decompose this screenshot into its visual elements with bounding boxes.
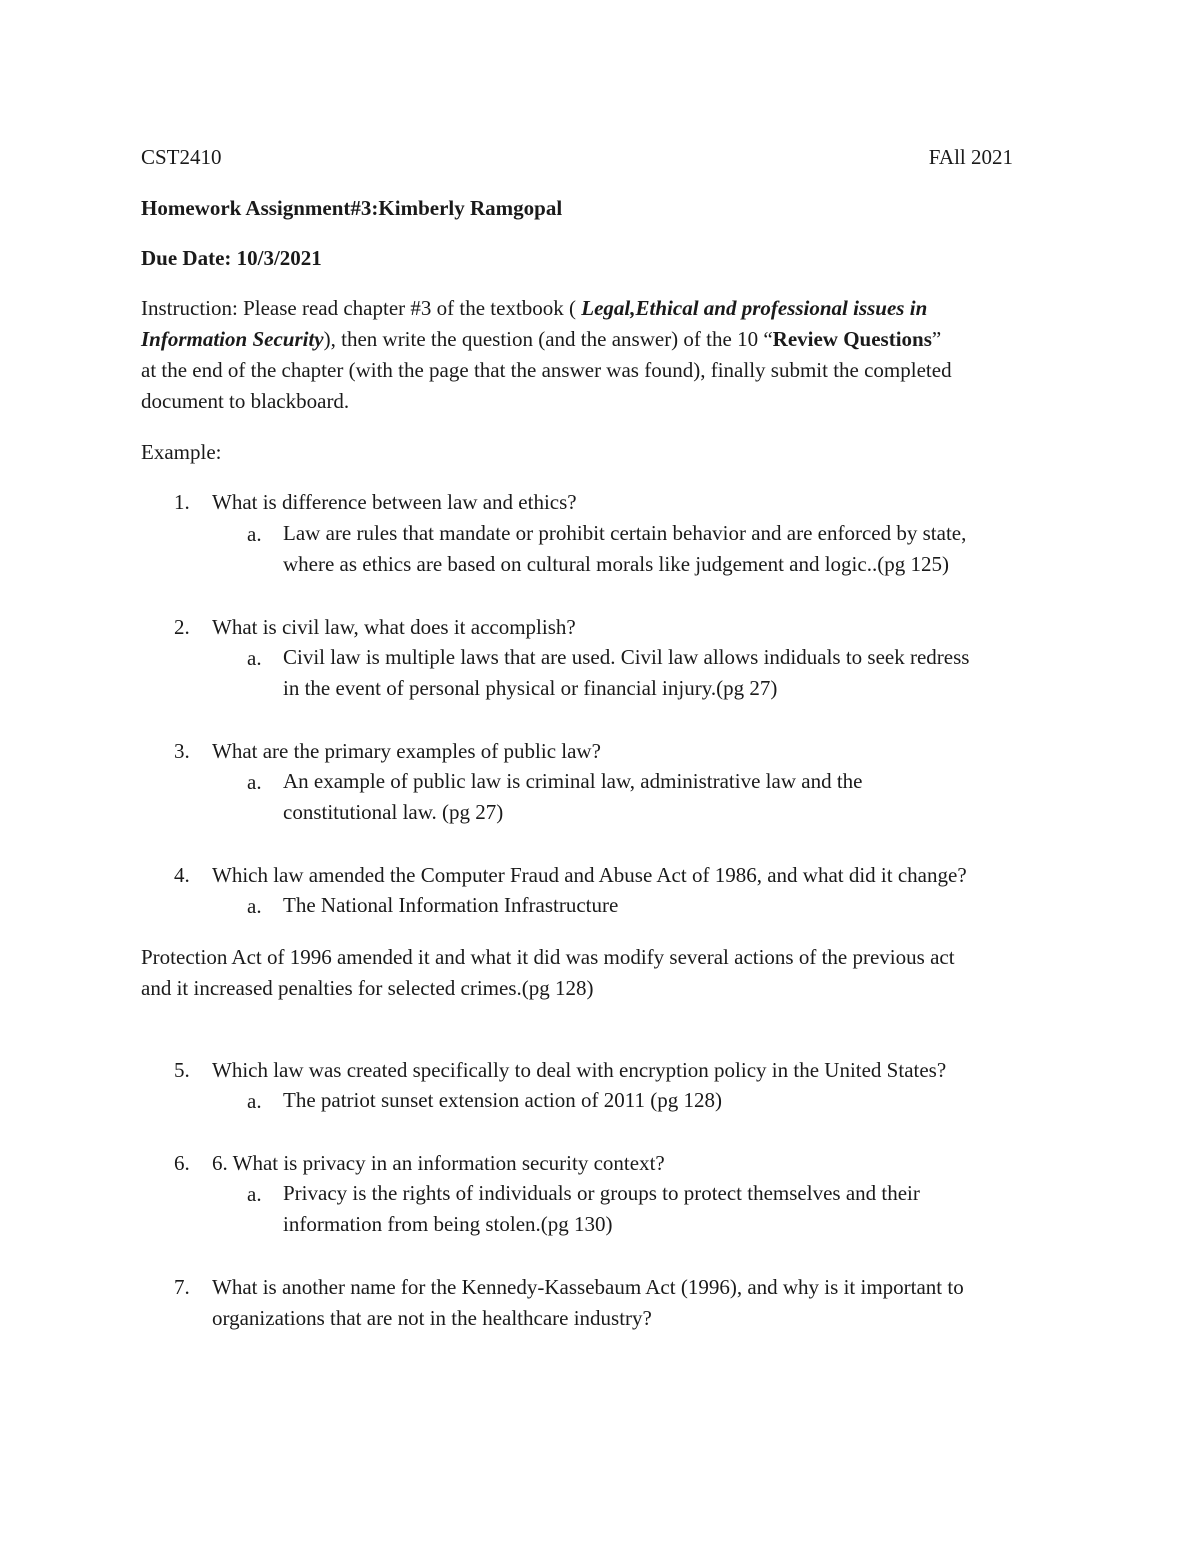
question-text: What are the primary examples of public law? <box>212 739 601 763</box>
item-number: 3. <box>174 739 190 763</box>
due-date: Due Date: 10/3/2021 <box>141 246 322 270</box>
item-number: 1. <box>174 490 190 514</box>
answer-text: constitutional law. (pg 27) <box>283 800 504 824</box>
question-text: Which law amended the Computer Fraud and Abuse Act of 1986, and what did it change? <box>212 863 967 887</box>
question-text: organizations that are not in the healthcare industry? <box>212 1306 652 1330</box>
term-label: FAll 2021 <box>928 145 1013 169</box>
answer-text: where as ethics are based on cultural morals like judgement and logic..(pg 125) <box>283 552 949 576</box>
instruction-line-3: at the end of the chapter (with the page that the answer was found), finally submit the completed <box>141 358 952 382</box>
instruction-mid: ), then write the question (and the answer) of the 10 “ <box>323 327 773 351</box>
course-code: CST2410 <box>141 145 222 169</box>
answer-text: information from being stolen.(pg 130) <box>283 1212 613 1236</box>
review-questions-label: Review Questions <box>772 327 932 351</box>
question-text: What is difference between law and ethics? <box>212 490 577 514</box>
answer-text: The National Information Infrastructure <box>283 893 619 917</box>
item-number: 7. <box>174 1275 190 1299</box>
answer-marker: a. <box>247 770 262 794</box>
question-text: What is civil law, what does it accomplish? <box>212 615 576 639</box>
instruction-line-1 <box>141 292 1061 324</box>
continuation-line-2: and it increased penalties for selected crimes.(pg 128) <box>141 976 594 1000</box>
instruction-line-4: document to blackboard. <box>141 389 350 413</box>
answer-text: The patriot sunset extension action of 2011 (pg 128) <box>283 1088 722 1112</box>
assignment-title: Homework Assignment#3:Kimberly Ramgopal <box>141 196 563 220</box>
answer-marker: a. <box>247 894 262 918</box>
answer-text: Law are rules that mandate or prohibit certain behavior and are enforced by state, <box>283 521 967 545</box>
answer-text: Privacy is the rights of individuals or groups to protect themselves and their <box>283 1181 920 1205</box>
item-number: 2. <box>174 615 190 639</box>
document-header <box>141 141 1013 173</box>
item-number: 4. <box>174 863 190 887</box>
question-text: Which law was created specifically to deal with encryption policy in the United States? <box>212 1058 947 1082</box>
book-title-part-1: Legal,Ethical and professional issues in <box>581 296 928 320</box>
example-label: Example: <box>141 440 222 464</box>
answer-marker: a. <box>247 1182 262 1206</box>
item-number: 5. <box>174 1058 190 1082</box>
question-text: 6. What is privacy in an information security context? <box>212 1151 665 1175</box>
instruction-prefix: Instruction: Please read chapter #3 of the textbook ( <box>141 296 582 320</box>
answer-marker: a. <box>247 1089 262 1113</box>
item-number: 6. <box>174 1151 190 1175</box>
answer-text: Civil law is multiple laws that are used. Civil law allows indiduals to seek redress <box>283 645 970 669</box>
question-text: What is another name for the Kennedy-Kassebaum Act (1996), and why is it important to <box>212 1275 964 1299</box>
answer-marker: a. <box>247 522 262 546</box>
answer-text: in the event of personal physical or financial injury.(pg 27) <box>283 676 778 700</box>
answer-text: An example of public law is criminal law, administrative law and the <box>283 769 863 793</box>
instruction-line-2 <box>141 323 1061 355</box>
book-title-part-2: Information Security <box>141 327 324 351</box>
answer-marker: a. <box>247 646 262 670</box>
instruction-close-quote: ” <box>931 327 942 351</box>
continuation-line-1: Protection Act of 1996 amended it and what it did was modify several actions of the previous act <box>141 945 955 969</box>
